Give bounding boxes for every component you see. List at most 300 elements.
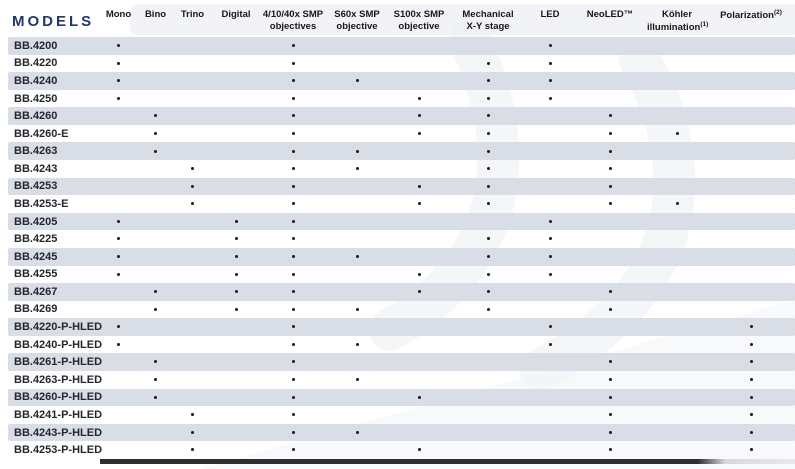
dot-icon: [117, 237, 120, 240]
header-row: [8, 0, 795, 37]
table-row: [8, 353, 795, 371]
feature-dot-cell: [261, 300, 325, 318]
model-name: BB.4255: [14, 268, 58, 281]
feature-dot-cell: [261, 353, 325, 371]
feature-dot-cell: [137, 142, 174, 160]
feature-dot-cell: [707, 424, 795, 442]
dot-icon: [418, 97, 421, 100]
dot-icon: [154, 308, 157, 311]
feature-dot-cell: [449, 195, 527, 213]
dot-icon: [487, 255, 490, 258]
dot-icon: [609, 431, 612, 434]
column-header-line1: Trino: [180, 9, 205, 20]
feature-dot-cell: [261, 406, 325, 424]
dot-icon: [117, 62, 120, 65]
feature-dot-cell: [573, 424, 647, 442]
dot-icon: [549, 97, 552, 100]
feature-dot-cell: [449, 90, 527, 108]
column-header-line1: Digital: [221, 9, 251, 20]
feature-dot-cell: [647, 195, 707, 213]
feature-dot-cell: [137, 283, 174, 301]
dot-icon: [487, 62, 490, 65]
feature-dot-cell: [573, 441, 647, 459]
column-header-line2: objectives: [269, 21, 317, 33]
column-header-line2: objective: [398, 21, 440, 33]
model-name: BB.4253-P-HLED: [14, 444, 103, 457]
table-row: [8, 213, 795, 231]
dot-icon: [292, 448, 295, 451]
dot-icon: [235, 255, 238, 258]
feature-dot-cell: [137, 125, 174, 143]
dot-icon: [356, 343, 359, 346]
dot-icon: [292, 220, 295, 223]
dot-icon: [609, 396, 612, 399]
dot-icon: [418, 132, 421, 135]
dot-icon: [292, 413, 295, 416]
dot-icon: [487, 167, 490, 170]
model-name: BB.4220-P-HLED: [14, 321, 103, 334]
model-name: BB.4269: [14, 303, 58, 316]
feature-dot-cell: [100, 318, 137, 336]
dot-icon: [292, 44, 295, 47]
dot-icon: [292, 167, 295, 170]
dot-icon: [609, 150, 612, 153]
column-header-line1: S100x SMP: [393, 9, 445, 20]
dot-icon: [356, 308, 359, 311]
dot-icon: [609, 413, 612, 416]
dot-icon: [117, 97, 120, 100]
table-row: [8, 301, 795, 319]
feature-dot-cell: [647, 125, 707, 143]
feature-dot-cell: [573, 177, 647, 195]
model-name: BB.4241-P-HLED: [14, 408, 103, 421]
dot-icon: [418, 114, 421, 117]
feature-dot-cell: [389, 125, 449, 143]
feature-dot-cell: [527, 72, 573, 90]
dot-icon: [235, 290, 238, 293]
column-header-footnote: (1): [700, 21, 709, 29]
dot-icon: [487, 114, 490, 117]
dot-icon: [609, 185, 612, 188]
dot-icon: [235, 273, 238, 276]
bottom-border-bar: [100, 459, 795, 464]
feature-dot-cell: [573, 142, 647, 160]
dot-icon: [292, 360, 295, 363]
model-name: BB.4253: [14, 180, 58, 193]
dot-icon: [356, 79, 359, 82]
feature-dot-cell: [211, 213, 261, 231]
column-header-line1: NeoLED™: [586, 9, 634, 20]
feature-dot-cell: [707, 353, 795, 371]
dot-icon: [292, 273, 295, 276]
model-name: BB.4263-P-HLED: [14, 373, 103, 386]
dot-icon: [549, 273, 552, 276]
model-name: BB.4260-E: [14, 127, 69, 140]
dot-icon: [549, 237, 552, 240]
column-header: [647, 0, 707, 35]
dot-icon: [487, 185, 490, 188]
column-header: [174, 0, 211, 21]
table-row: [8, 107, 795, 125]
feature-dot-cell: [573, 160, 647, 178]
dot-icon: [487, 150, 490, 153]
table-row: [8, 318, 795, 336]
feature-dot-cell: [261, 72, 325, 90]
spec-table: [8, 0, 795, 459]
dot-icon: [487, 79, 490, 82]
table-row: [8, 336, 795, 354]
dot-icon: [191, 413, 194, 416]
dot-icon: [117, 273, 120, 276]
feature-dot-cell: [211, 265, 261, 283]
model-name: BB.4245: [14, 250, 58, 263]
dot-icon: [191, 431, 194, 434]
feature-dot-cell: [527, 318, 573, 336]
feature-dot-cell: [527, 54, 573, 72]
dot-icon: [235, 308, 238, 311]
feature-dot-cell: [573, 371, 647, 389]
dot-icon: [609, 132, 612, 135]
model-name: BB.4200: [14, 39, 58, 52]
dot-icon: [676, 202, 679, 205]
feature-dot-cell: [449, 177, 527, 195]
feature-dot-cell: [389, 388, 449, 406]
feature-dot-cell: [449, 72, 527, 90]
feature-dot-cell: [449, 300, 527, 318]
dot-icon: [191, 185, 194, 188]
dot-icon: [609, 167, 612, 170]
dot-icon: [487, 97, 490, 100]
dot-icon: [292, 202, 295, 205]
dot-icon: [117, 79, 120, 82]
table-row: [8, 142, 795, 160]
column-header: [325, 0, 389, 34]
dot-icon: [418, 396, 421, 399]
table-row: [8, 90, 795, 108]
feature-dot-cell: [261, 54, 325, 72]
table-row: [8, 441, 795, 459]
feature-dot-cell: [325, 142, 389, 160]
feature-dot-cell: [261, 388, 325, 406]
model-name: BB.4263: [14, 145, 58, 158]
feature-dot-cell: [100, 213, 137, 231]
feature-dot-cell: [261, 283, 325, 301]
feature-dot-cell: [707, 336, 795, 354]
feature-dot-cell: [449, 248, 527, 266]
dot-icon: [292, 237, 295, 240]
feature-dot-cell: [100, 54, 137, 72]
column-header-line1: Köhler: [661, 9, 693, 20]
dot-icon: [750, 396, 753, 399]
dot-icon: [117, 44, 120, 47]
dot-icon: [609, 308, 612, 311]
feature-dot-cell: [100, 265, 137, 283]
feature-dot-cell: [100, 37, 137, 55]
dot-icon: [356, 378, 359, 381]
column-header-line1: Bino: [144, 9, 167, 20]
feature-dot-cell: [100, 90, 137, 108]
model-name: BB.4261-P-HLED: [14, 356, 103, 369]
model-name: BB.4240-P-HLED: [14, 338, 103, 351]
feature-dot-cell: [261, 265, 325, 283]
table-row: [8, 195, 795, 213]
feature-dot-cell: [100, 230, 137, 248]
dot-icon: [750, 378, 753, 381]
feature-dot-cell: [137, 388, 174, 406]
table-row: [8, 389, 795, 407]
dot-icon: [750, 413, 753, 416]
feature-dot-cell: [573, 195, 647, 213]
table-row: [8, 125, 795, 143]
feature-dot-cell: [261, 424, 325, 442]
table-row: [8, 230, 795, 248]
model-name: BB.4267: [14, 285, 58, 298]
dot-icon: [549, 44, 552, 47]
dot-icon: [292, 396, 295, 399]
dot-icon: [750, 325, 753, 328]
model-name: BB.4253-E: [14, 197, 69, 210]
dot-icon: [750, 360, 753, 363]
feature-dot-cell: [449, 265, 527, 283]
dot-icon: [549, 343, 552, 346]
dot-icon: [487, 132, 490, 135]
feature-dot-cell: [527, 213, 573, 231]
model-name: BB.4260-P-HLED: [14, 391, 103, 404]
column-header-footnote: (2): [773, 9, 782, 16]
dot-icon: [418, 290, 421, 293]
feature-dot-cell: [261, 160, 325, 178]
feature-dot-cell: [137, 353, 174, 371]
dot-icon: [117, 255, 120, 258]
feature-dot-cell: [261, 441, 325, 459]
model-name: BB.4225: [14, 233, 58, 246]
column-header-line2: X-Y stage: [466, 21, 510, 33]
dot-icon: [154, 114, 157, 117]
table-row: [8, 266, 795, 284]
feature-dot-cell: [261, 248, 325, 266]
feature-dot-cell: [573, 125, 647, 143]
feature-dot-cell: [261, 230, 325, 248]
dot-icon: [117, 343, 120, 346]
column-header-line1: Polarization: [720, 10, 774, 22]
feature-dot-cell: [707, 388, 795, 406]
feature-dot-cell: [573, 353, 647, 371]
feature-dot-cell: [137, 371, 174, 389]
model-name: BB.4243-P-HLED: [14, 426, 103, 439]
table-row: [8, 283, 795, 301]
dot-icon: [609, 114, 612, 117]
feature-dot-cell: [100, 336, 137, 354]
dot-icon: [292, 255, 295, 258]
dot-icon: [418, 273, 421, 276]
dot-icon: [117, 325, 120, 328]
feature-dot-cell: [174, 177, 211, 195]
table-row: [8, 160, 795, 178]
feature-dot-cell: [707, 318, 795, 336]
dot-icon: [154, 290, 157, 293]
column-header-line1: Mechanical: [462, 9, 514, 20]
feature-dot-cell: [389, 107, 449, 125]
dot-icon: [292, 431, 295, 434]
feature-dot-cell: [573, 283, 647, 301]
column-header-line2: objective: [336, 21, 378, 33]
dot-icon: [549, 79, 552, 82]
dot-icon: [549, 220, 552, 223]
column-header-line1: LED: [540, 9, 560, 20]
feature-dot-cell: [137, 300, 174, 318]
feature-dot-cell: [261, 142, 325, 160]
feature-dot-cell: [211, 300, 261, 318]
feature-dot-cell: [449, 107, 527, 125]
models-title: MODELS: [12, 13, 95, 30]
table-row: [8, 248, 795, 266]
dot-icon: [549, 325, 552, 328]
dot-icon: [154, 132, 157, 135]
feature-dot-cell: [573, 406, 647, 424]
dot-icon: [154, 378, 157, 381]
dot-icon: [191, 167, 194, 170]
dot-icon: [154, 150, 157, 153]
dot-icon: [356, 431, 359, 434]
feature-dot-cell: [261, 371, 325, 389]
dot-icon: [154, 396, 157, 399]
model-name: BB.4260: [14, 110, 58, 123]
dot-icon: [418, 185, 421, 188]
table-row: [8, 72, 795, 90]
table-row: [8, 37, 795, 55]
dot-icon: [292, 343, 295, 346]
feature-dot-cell: [261, 37, 325, 55]
feature-dot-cell: [261, 318, 325, 336]
feature-dot-cell: [527, 37, 573, 55]
dot-icon: [487, 308, 490, 311]
column-header: [527, 0, 573, 21]
feature-dot-cell: [174, 406, 211, 424]
dot-icon: [292, 308, 295, 311]
table-row: [8, 371, 795, 389]
feature-dot-cell: [261, 195, 325, 213]
feature-dot-cell: [449, 283, 527, 301]
feature-dot-cell: [325, 371, 389, 389]
feature-dot-cell: [573, 388, 647, 406]
column-header: [389, 0, 449, 34]
feature-dot-cell: [527, 265, 573, 283]
dot-icon: [154, 360, 157, 363]
feature-dot-cell: [527, 230, 573, 248]
feature-dot-cell: [325, 160, 389, 178]
feature-dot-cell: [100, 248, 137, 266]
feature-dot-cell: [261, 90, 325, 108]
dot-icon: [609, 378, 612, 381]
column-header: [100, 0, 137, 21]
column-header: [707, 0, 795, 23]
dot-icon: [676, 132, 679, 135]
dot-icon: [292, 378, 295, 381]
dot-icon: [292, 325, 295, 328]
feature-dot-cell: [325, 248, 389, 266]
dot-icon: [356, 255, 359, 258]
feature-dot-cell: [449, 125, 527, 143]
feature-dot-cell: [325, 336, 389, 354]
dot-icon: [235, 237, 238, 240]
table-body: [8, 37, 795, 459]
feature-dot-cell: [261, 336, 325, 354]
dot-icon: [750, 448, 753, 451]
dot-icon: [418, 448, 421, 451]
feature-dot-cell: [389, 177, 449, 195]
dot-icon: [609, 360, 612, 363]
model-name: BB.4250: [14, 92, 58, 105]
dot-icon: [191, 202, 194, 205]
dot-icon: [292, 114, 295, 117]
table-row: [8, 178, 795, 196]
feature-dot-cell: [211, 230, 261, 248]
dot-icon: [191, 448, 194, 451]
dot-icon: [418, 202, 421, 205]
feature-dot-cell: [573, 300, 647, 318]
feature-dot-cell: [261, 213, 325, 231]
dot-icon: [750, 343, 753, 346]
dot-icon: [549, 255, 552, 258]
dot-icon: [117, 220, 120, 223]
feature-dot-cell: [211, 248, 261, 266]
dot-icon: [292, 185, 295, 188]
dot-icon: [487, 273, 490, 276]
feature-dot-cell: [527, 90, 573, 108]
feature-dot-cell: [573, 107, 647, 125]
column-header: [261, 0, 325, 34]
feature-dot-cell: [174, 160, 211, 178]
feature-dot-cell: [389, 265, 449, 283]
table-row: [8, 406, 795, 424]
column-header-line2: illumination: [647, 22, 701, 34]
feature-dot-cell: [707, 441, 795, 459]
feature-dot-cell: [325, 300, 389, 318]
feature-dot-cell: [707, 406, 795, 424]
dot-icon: [356, 167, 359, 170]
dot-icon: [292, 97, 295, 100]
feature-dot-cell: [527, 336, 573, 354]
dot-icon: [292, 62, 295, 65]
column-header: [573, 0, 647, 21]
feature-dot-cell: [261, 177, 325, 195]
dot-icon: [292, 79, 295, 82]
model-name: BB.4240: [14, 74, 58, 87]
column-header: [449, 0, 527, 34]
feature-dot-cell: [707, 371, 795, 389]
dot-icon: [609, 202, 612, 205]
feature-dot-cell: [389, 195, 449, 213]
dot-icon: [487, 290, 490, 293]
column-header-line1: 4/10/40x SMP: [262, 9, 324, 20]
feature-dot-cell: [174, 424, 211, 442]
feature-dot-cell: [174, 441, 211, 459]
dot-icon: [609, 448, 612, 451]
column-header: [137, 0, 174, 21]
dot-icon: [235, 220, 238, 223]
dot-icon: [609, 290, 612, 293]
feature-dot-cell: [449, 54, 527, 72]
feature-dot-cell: [211, 283, 261, 301]
dot-icon: [487, 237, 490, 240]
model-name: BB.4205: [14, 215, 58, 228]
dot-icon: [356, 150, 359, 153]
feature-dot-cell: [389, 441, 449, 459]
table-row: [8, 55, 795, 73]
feature-dot-cell: [100, 72, 137, 90]
feature-dot-cell: [389, 283, 449, 301]
feature-dot-cell: [325, 424, 389, 442]
